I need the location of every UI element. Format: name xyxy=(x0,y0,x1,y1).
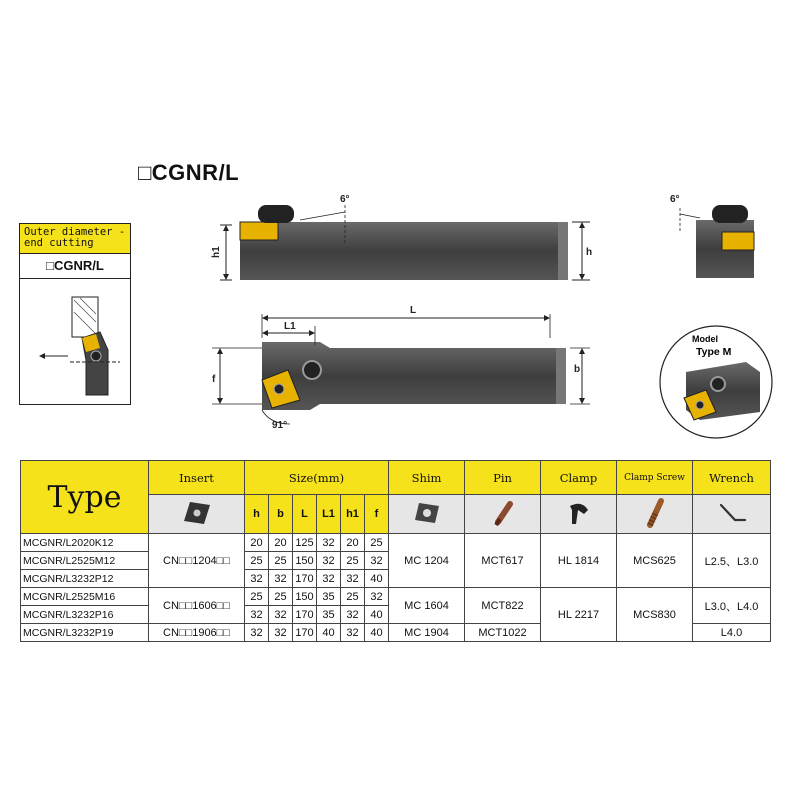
cell-h: 32 xyxy=(245,624,269,642)
clamp-screw-value: MCS830 xyxy=(617,588,693,642)
cell-f: 32 xyxy=(365,552,389,570)
cell-f: 40 xyxy=(365,606,389,624)
wrench-value: L2.5、L3.0 xyxy=(693,534,771,588)
header-shim: Shim xyxy=(389,461,465,495)
tool-top-view xyxy=(212,305,590,431)
clamp-value: HL 1814 xyxy=(541,534,617,588)
header-insert: Insert xyxy=(149,461,245,495)
application-sketch xyxy=(40,297,120,395)
model-detail-circle xyxy=(660,326,772,438)
shim-icon xyxy=(389,495,465,534)
dim-L1: L1 xyxy=(284,321,296,332)
header-type: Type xyxy=(21,461,149,534)
insert-icon xyxy=(149,495,245,534)
size-col-L1: L1 xyxy=(317,495,341,534)
cell-L1: 35 xyxy=(317,588,341,606)
dim-h: h xyxy=(586,247,593,258)
clamp-screw-value: MCS625 xyxy=(617,534,693,588)
cell-L: 170 xyxy=(293,606,317,624)
dim-L: L xyxy=(410,305,417,316)
wrench-icon xyxy=(693,495,771,534)
cell-b: 32 xyxy=(269,624,293,642)
cell-h: 25 xyxy=(245,552,269,570)
cell-h1: 20 xyxy=(341,534,365,552)
cell-h1: 25 xyxy=(341,588,365,606)
cell-L1: 40 xyxy=(317,624,341,642)
cell-L: 170 xyxy=(293,570,317,588)
header-clamp: Clamp xyxy=(541,461,617,495)
cell-h1: 25 xyxy=(341,552,365,570)
size-col-L: L xyxy=(293,495,317,534)
cell-b: 25 xyxy=(269,588,293,606)
angle-end-label: 6° xyxy=(670,194,680,205)
shim-value: MC 1204 xyxy=(389,534,465,588)
cell-L: 150 xyxy=(293,588,317,606)
cell-b: 20 xyxy=(269,534,293,552)
header-wrench: Wrench xyxy=(693,461,771,495)
row-model: MCGNR/L3232P19 xyxy=(21,624,149,642)
cell-f: 40 xyxy=(365,624,389,642)
dim-h1: h1 xyxy=(211,246,222,258)
cell-b: 25 xyxy=(269,552,293,570)
cell-L: 170 xyxy=(293,624,317,642)
clamp-icon xyxy=(541,495,617,534)
cell-L1: 32 xyxy=(317,570,341,588)
model-label: Model xyxy=(692,334,718,344)
page-title: □CGNR/L xyxy=(138,160,240,185)
pin-value: MCT1022 xyxy=(465,624,541,642)
dim-b: b xyxy=(574,364,581,375)
row-model: MCGNR/L2525M16 xyxy=(21,588,149,606)
size-col-h1: h1 xyxy=(341,495,365,534)
cell-f: 25 xyxy=(365,534,389,552)
cell-h1: 32 xyxy=(341,570,365,588)
cell-h1: 32 xyxy=(341,624,365,642)
spec-table xyxy=(20,460,771,642)
wrench-value: L4.0 xyxy=(693,624,771,642)
header-size: Size(mm) xyxy=(245,461,389,495)
pin-value: MCT617 xyxy=(465,534,541,588)
application-caption: Outer diameter - end cutting xyxy=(20,224,130,254)
cell-h1: 32 xyxy=(341,606,365,624)
size-col-f: f xyxy=(365,495,389,534)
row-model: MCGNR/L2525M12 xyxy=(21,552,149,570)
clamp-value: HL 2217 xyxy=(541,588,617,642)
size-col-h: h xyxy=(245,495,269,534)
row-model: MCGNR/L3232P12 xyxy=(21,570,149,588)
model-type-label: Type M xyxy=(696,346,732,358)
shim-value: MC 1604 xyxy=(389,588,465,624)
clamp-screw-icon xyxy=(617,495,693,534)
pin-value: MCT822 xyxy=(465,588,541,624)
row-model: MCGNR/L2020K12 xyxy=(21,534,149,552)
insert-value: CN□□1606□□ xyxy=(149,588,245,624)
cell-h: 32 xyxy=(245,606,269,624)
dim-f: f xyxy=(212,374,216,385)
cell-h: 25 xyxy=(245,588,269,606)
cell-f: 32 xyxy=(365,588,389,606)
cell-L1: 32 xyxy=(317,534,341,552)
application-name: □CGNR/L xyxy=(20,254,130,279)
insert-value: CN□□1906□□ xyxy=(149,624,245,642)
header-pin: Pin xyxy=(465,461,541,495)
tool-end-view xyxy=(670,194,754,278)
cell-L: 125 xyxy=(293,534,317,552)
angle-front-label: 91° xyxy=(272,420,288,431)
cell-b: 32 xyxy=(269,570,293,588)
cell-L1: 35 xyxy=(317,606,341,624)
cell-h: 32 xyxy=(245,570,269,588)
cell-f: 40 xyxy=(365,570,389,588)
cell-L1: 32 xyxy=(317,552,341,570)
size-col-b: b xyxy=(269,495,293,534)
shim-value: MC 1904 xyxy=(389,624,465,642)
header-clamp-screw: Clamp Screw xyxy=(617,461,693,495)
wrench-value: L3.0、L4.0 xyxy=(693,588,771,624)
row-model: MCGNR/L3232P16 xyxy=(21,606,149,624)
cell-b: 32 xyxy=(269,606,293,624)
pin-icon xyxy=(465,495,541,534)
angle-top-label: 6° xyxy=(340,194,350,205)
tool-side-view xyxy=(211,194,592,280)
cell-L: 150 xyxy=(293,552,317,570)
cell-h: 20 xyxy=(245,534,269,552)
insert-value: CN□□1204□□ xyxy=(149,534,245,588)
